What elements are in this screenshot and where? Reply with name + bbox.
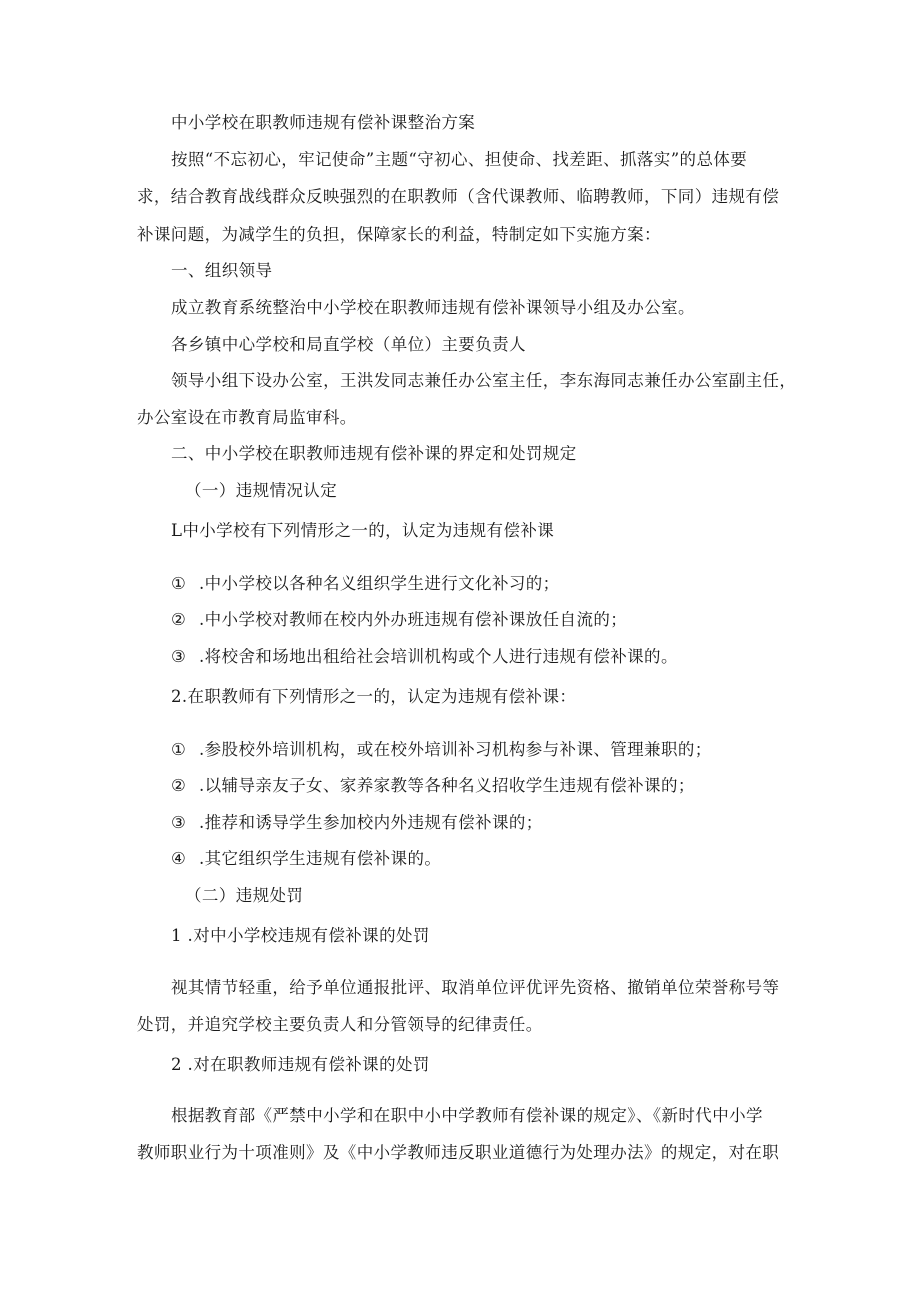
list-item-marker: ④ [171, 849, 187, 868]
document-title: 中小学校在职教师违规有偿补课整治方案 [171, 113, 476, 132]
penalty-2-line-1: 根据教育部《严禁中小学和在职中小中学教师有偿补课的规定》、《新时代中小学 [171, 1106, 763, 1125]
list-item-marker: ① [171, 574, 187, 593]
section-1-paragraph-3-line-1: 领导小组下设办公室，王洪发同志兼任办公室主任，李东海同志兼任办公室副主任， [171, 371, 797, 390]
list-item-marker: ② [171, 776, 187, 795]
list-item [171, 849, 441, 869]
section-1-paragraph-1: 成立教育系统整治中小学校在职教师违规有偿补课领导小组及办公室。 [171, 298, 695, 317]
section-1-paragraph-2: 各乡镇中心学校和局直学校（单位）主要负责人 [171, 335, 526, 354]
intro-line-1: 按照“不忘初心，牢记使命”主题“守初心、担使命、找差距、抓落实”的总体要 [171, 150, 748, 169]
subsection-1-heading: （一）违规情况认定 [185, 481, 338, 500]
list-item-text: .参股校外培训机构，或在校外培训补习机构参与补课、管理兼职的； [199, 740, 712, 759]
intro-line-2: 求，结合教育战线群众反映强烈的在职教师（含代课教师、临聘教师，下同）违规有偿 [137, 187, 780, 206]
list-item-text: .中小学校对教师在校内外办班违规有偿补课放任自流的； [199, 610, 628, 629]
list-item [171, 740, 712, 760]
list-item-text: .其它组织学生违规有偿补课的。 [199, 849, 442, 868]
penalty-2-line-2: 教师职业行为十项准则》及《中小学教师违反职业道德行为处理办法》的规定，对在职 [137, 1143, 780, 1162]
list-item-marker: ③ [171, 813, 187, 832]
list-item [171, 610, 627, 630]
penalty-1-line-1: 视其情节轻重，给予单位通报批评、取消单位评优评先资格、撤销单位荣誉称号等 [171, 978, 780, 997]
list-item [171, 647, 678, 667]
penalty-1-heading: 1 .对中小学校违规有偿补课的处罚 [171, 926, 430, 945]
penalty-2-heading: 2 .对在职教师违规有偿补课的处罚 [171, 1055, 430, 1074]
list-item-text: .中小学校以各种名义组织学生进行文化补习的； [199, 574, 560, 593]
section-2-heading: 二、中小学校在职教师违规有偿补课的界定和处罚规定 [171, 444, 577, 463]
list-item [171, 813, 543, 833]
list-item-marker: ① [171, 740, 187, 759]
list-item-marker: ③ [171, 647, 187, 666]
subsection-2-heading: （二）违规处罚 [185, 886, 304, 905]
penalty-1-line-2: 处罚，并追究学校主要负责人和分管领导的纪律责任。 [137, 1015, 543, 1034]
teacher-violations-lead: 2.在职教师有下列情形之一的，认定为违规有偿补课： [171, 687, 577, 706]
list-item [171, 776, 695, 796]
list-item-text: .以辅导亲友子女、家养家教等各种名义招收学生违规有偿补课的； [199, 776, 695, 795]
section-1-paragraph-3-line-2: 办公室设在市教育局监审科。 [137, 408, 357, 427]
list-item-text: .推荐和诱导学生参加校内外违规有偿补课的； [199, 813, 543, 832]
list-item-text: .将校舍和场地出租给社会培训机构或个人进行违规有偿补课的。 [199, 647, 678, 666]
list-item-marker: ② [171, 610, 187, 629]
school-violations-lead: L中小学校有下列情形之一的，认定为违规有偿补课 [171, 521, 555, 540]
list-item [171, 574, 560, 594]
intro-line-3: 补课问题，为减学生的负担，保障家长的利益，特制定如下实施方案： [137, 225, 661, 244]
section-1-heading: 一、组织领导 [171, 261, 273, 280]
